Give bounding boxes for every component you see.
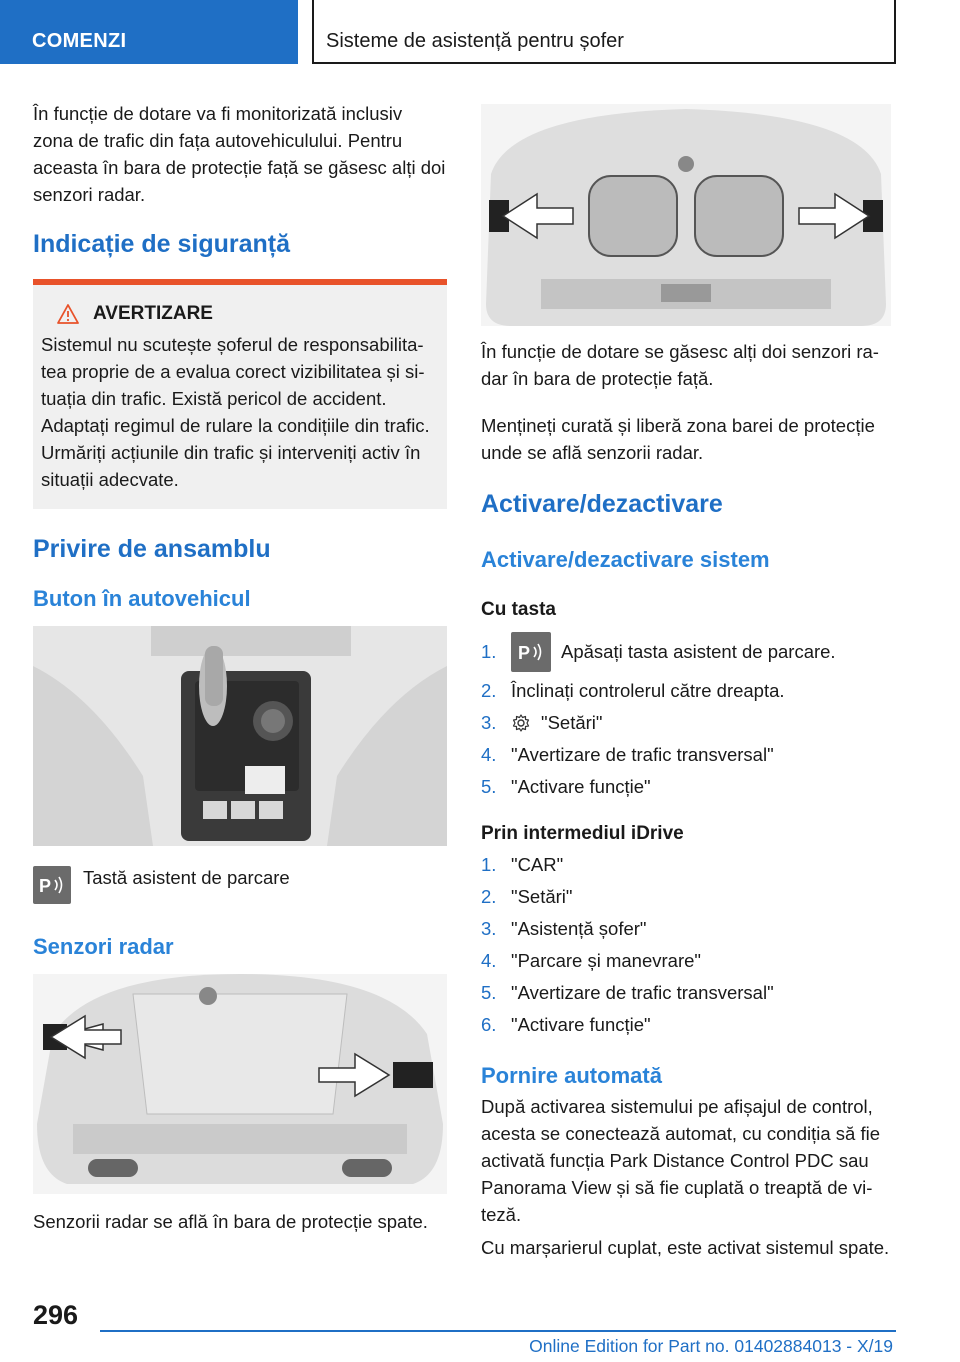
step-text: "Avertizare de trafic transversal" [511,744,774,765]
warning-box [33,279,447,509]
page-header [0,0,960,64]
step-number: 2. [481,886,497,907]
warning-header [41,303,439,325]
step-number: 5. [481,982,497,1003]
step-text: "CAR" [511,854,564,875]
step-text: "Asistență șofer" [511,918,647,939]
step-text: "Avertizare de trafic transversal" [511,982,774,1003]
rear-car-illustration [33,974,447,1194]
button-caption-row [33,866,447,904]
step-text: Înclinați controlerul către dreapta. [511,680,785,701]
clean-note: Mențineți curată și liberă zona barei de protecție unde se află senzorii radar. [481,415,875,463]
list-item [481,881,891,913]
park-assist-key-icon [33,866,71,904]
warning-triangle-icon [57,304,79,324]
step-text: "Parcare și manevrare" [511,950,701,971]
step-text: "Setări" [541,712,603,733]
activation-subheading: Activare/dezactivare sistem [481,547,770,572]
svg-text:P: P [518,643,531,663]
rear-bumper-photo [33,974,447,1194]
step-number: 1. [481,641,497,662]
step-number: 5. [481,776,497,797]
warning-text: Sistemul nu scutește șoferul de responsabilita-tea proprie de a evalua corect vizibilitatea și si-tuația din trafic. Există pericol de accident. Adaptați regimul de rulare la condițiile din trafic. Urmăriți acțiunile din trafic și interveniți activ în situații adecvate. [41,334,430,490]
step-text: "Activare funcție" [511,776,651,797]
front-car-illustration [481,104,891,326]
radar-caption: Senzorii radar se află în bara de protecție spate. [33,1211,428,1232]
footer-divider [100,1330,896,1332]
front-bumper-photo [481,104,891,326]
list-item [481,771,891,803]
key-heading: Cu tasta [481,599,556,620]
list-item [481,913,891,945]
console-photo [33,626,447,846]
step-number: 4. [481,744,497,765]
step-number: 1. [481,854,497,875]
warning-title: AVERTIZARE [93,303,213,324]
idrive-heading: Prin intermediul iDrive [481,823,684,844]
overview-heading: Privire de ansamblu [33,535,271,563]
step-text: "Setări" [511,886,573,907]
console-illustration [33,626,447,846]
list-item [481,739,891,771]
right-column [481,104,891,1271]
intro-paragraph: În funcție de dotare va fi monitorizată inclusiv zona de trafic din fața autovehiculului. Pentru aceasta în bara de protecție față se găsesc alți doi senzori radar. [33,103,446,205]
left-column [33,100,447,1245]
step-number: 4. [481,950,497,971]
step-text: Apăsați tasta asistent de parcare. [561,641,836,662]
list-item [481,1009,891,1041]
svg-text:P: P [39,876,52,896]
autostart-paragraph: După activarea sistemului pe afișajul de control, acesta se conectează automat, cu condiția să fie activată funcția Park Distance Control PDC sau Panorama View și să fie cuplată o treaptă de vi-teză. [481,1096,881,1225]
step-text: "Activare funcție" [511,1014,651,1035]
step-number: 2. [481,680,497,701]
button-heading: Buton în autovehicul [33,586,251,611]
list-item [481,629,891,675]
list-item [481,675,891,707]
list-item [481,977,891,1009]
step-number: 6. [481,1014,497,1035]
chapter-title: Sisteme de asistență pentru șofer [312,0,896,64]
button-caption: Tastă asistent de parcare [83,867,290,888]
reverse-paragraph: Cu marșarierul cuplat, este activat sistemul spate. [481,1237,890,1258]
activation-heading: Activare/dezactivare [481,490,723,518]
page-number: 296 [33,1300,79,1330]
safety-heading: Indicație de siguranță [33,230,291,258]
list-item [481,945,891,977]
front-caption: În funcție de dotare se găsesc alți doi senzori ra-dar în bara de protecție față. [481,341,879,389]
autostart-heading: Pornire automată [481,1063,662,1088]
list-item [481,707,891,739]
list-item [481,849,891,881]
radar-heading: Senzori radar [33,934,174,959]
idrive-steps-list [481,849,891,1041]
gear-icon [511,713,531,733]
edition-note: Online Edition for Part no. 01402884013 - X/19 [529,1336,893,1356]
park-assist-key-icon [511,632,551,672]
section-tab: COMENZI [0,0,298,64]
step-number: 3. [481,918,497,939]
key-steps-list [481,629,891,803]
step-number: 3. [481,712,497,733]
